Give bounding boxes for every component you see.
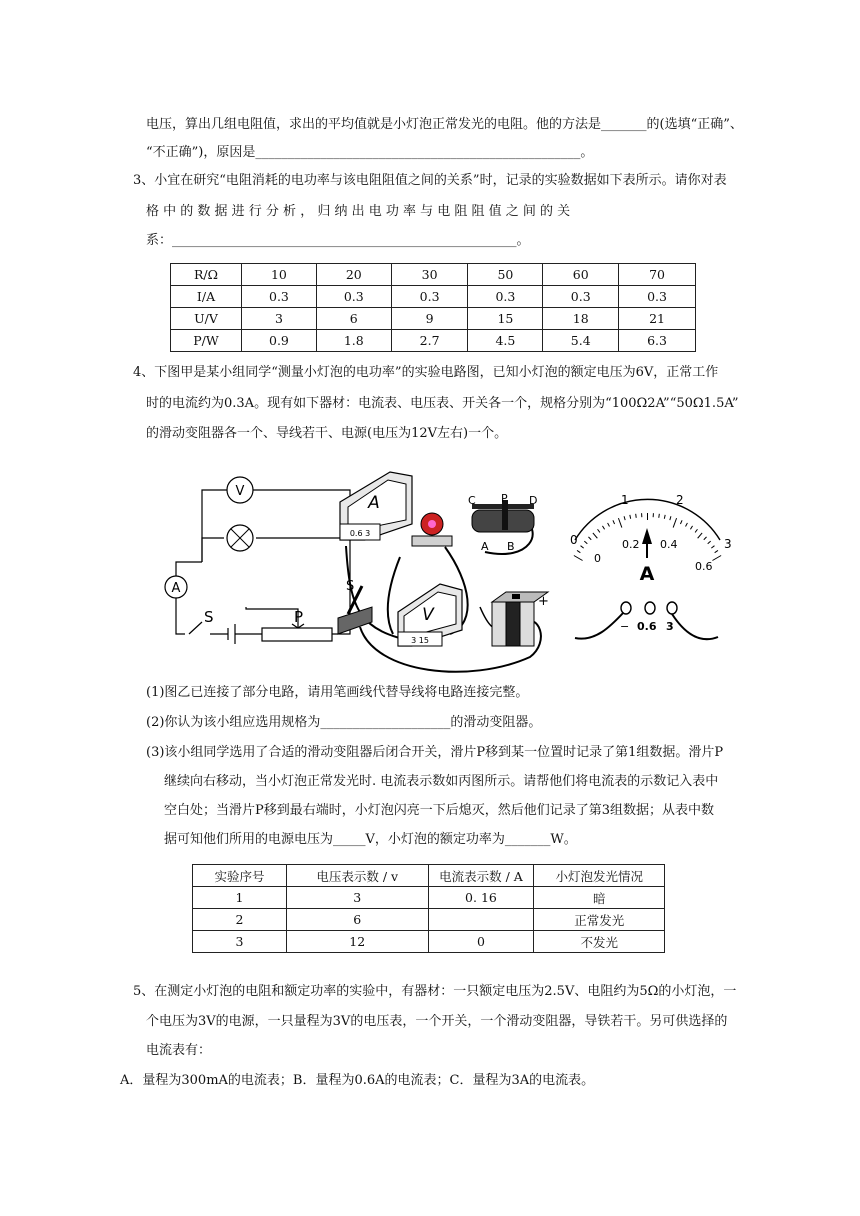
schematic-switch-label: S <box>204 608 214 626</box>
dial-tick <box>659 514 660 518</box>
dial-tick <box>664 515 665 519</box>
table-cell: 0 <box>428 931 534 953</box>
table-cell: 30 <box>391 264 468 286</box>
dial-tick <box>577 550 580 552</box>
table-cell: 0.3 <box>316 286 391 308</box>
battery-plus-label: + <box>538 594 549 609</box>
table-cell: 0.3 <box>242 286 317 308</box>
table-row <box>171 308 696 330</box>
table-cell: 不发光 <box>534 931 665 953</box>
question-4-sub3: 据可知他们所用的电源电压为_____V，小灯泡的额定功率为_______W。 <box>164 832 577 847</box>
dial-tick <box>673 518 676 527</box>
table-cell: 1.8 <box>316 330 391 352</box>
dial-tick <box>574 556 583 561</box>
table-cell: I/A <box>171 286 242 308</box>
table-cell: 9 <box>391 308 468 330</box>
experiment-table <box>192 864 665 953</box>
question-5-text: 个电压为3V的电源，一只量程为3V的电压表，一个开关，一个滑动变阻器，导铁若干。另可供选择的 <box>146 1014 728 1029</box>
schematic-rheostat-label: P <box>294 608 304 626</box>
question-3-text: 格 中 的 数 据 进 行 分 析 ， 归 纳 出 电 功 率 与 电 阻 阻 值 之 间 的 关 <box>146 204 571 219</box>
table-cell: 电压表示数 / v <box>287 865 428 887</box>
question-4-text: 4、下图甲是某小组同学“测量小灯泡的电功率”的实验电路图，已知小灯泡的额定电压为6V，正常工作 <box>133 365 719 380</box>
dial-top-tick-0: 0 <box>570 533 578 547</box>
circuit-schematic <box>176 490 350 644</box>
rheostat-terminal-p: P <box>501 492 508 505</box>
dial-terminal-minus: − <box>620 620 630 633</box>
table-row <box>193 865 665 887</box>
dial-tick <box>711 546 714 548</box>
table-cell: P/W <box>171 330 242 352</box>
table-cell: 21 <box>619 308 696 330</box>
dial-tick <box>581 546 584 548</box>
dial-tick <box>680 520 682 524</box>
schematic-voltmeter-label: V <box>235 484 245 499</box>
dial-tick <box>613 520 615 524</box>
dial-bottom-tick-0: 0 <box>594 552 601 565</box>
rheostat-terminal-a: A <box>481 540 489 553</box>
table-cell: 20 <box>316 264 391 286</box>
dial-unit-label: A <box>639 563 655 585</box>
question-3-text: 3、小宜在研究“电阻消耗的电功率与该电阻阻值之间的关系”时，记录的实验数据如下表所示。请你对表 <box>133 173 727 188</box>
dial-tick <box>686 523 688 527</box>
table-cell: 0.3 <box>619 286 696 308</box>
table-cell: 0.9 <box>242 330 317 352</box>
dial-top-tick-3: 3 <box>724 537 732 551</box>
dial-bottom-tick-1: 0.2 <box>622 538 640 551</box>
dial-bottom-tick-3: 0.6 <box>695 560 713 573</box>
table-cell: 6.3 <box>619 330 696 352</box>
question-4-sub3: (3)该小组同学选用了合适的滑动变阻器后闭合开关，滑片P移到某一位置时记录了第1组数据。滑片P <box>146 745 724 760</box>
dial-tick <box>690 526 692 529</box>
table-row <box>193 909 665 931</box>
table-cell: 3 <box>193 931 287 953</box>
dial-tick <box>584 541 587 544</box>
dial-tick <box>624 516 625 520</box>
dial-tick <box>670 516 671 520</box>
question-4-sub1: (1)图乙已连接了部分电路，请用笔画线代替导线将电路连接完整。 <box>146 685 529 700</box>
dial-tick <box>698 533 702 538</box>
table-cell: 电流表示数 / A <box>428 865 534 887</box>
dial-tick <box>712 556 721 561</box>
dial-tick <box>704 537 707 540</box>
question-4-sub3: 继续向右移动，当小灯泡正常发光时. 电流表示数如丙图所示。请帮他们将电流表的示数记入表中 <box>164 774 719 789</box>
table-cell: 0.3 <box>468 286 543 308</box>
question-5-options: A．量程为300mA的电流表；B．量程为0.6A的电流表；C．量程为3A的电流表。 <box>120 1073 595 1088</box>
rheostat-terminal-d: D <box>529 494 538 507</box>
question-3-text: 系：_____________________________________________________。 <box>146 233 530 248</box>
table-cell: 5.4 <box>543 330 619 352</box>
dial-tick <box>695 529 697 532</box>
dial-terminal-0.6: 0.6 <box>637 620 657 633</box>
table-cell: 小灯泡发光情况 <box>534 865 665 887</box>
ammeter-dial <box>570 493 732 639</box>
table-cell: 0.3 <box>543 286 619 308</box>
table-cell: 3 <box>287 887 428 909</box>
dial-top-tick-1: 1 <box>621 493 629 507</box>
dial-tick <box>708 541 711 544</box>
table-cell: U/V <box>171 308 242 330</box>
circuit-photo <box>338 472 549 672</box>
photo-ammeter-scale: 0.6 3 <box>349 529 371 538</box>
table-cell <box>428 909 534 931</box>
question-4-text: 的滑动变阻器各一个、导线若干、电源(电压为12V左右)一个。 <box>146 426 508 441</box>
table-cell: 正常发光 <box>534 909 665 931</box>
paragraph-line: “不正确”)，原因是__________________________________________________。 <box>146 145 594 160</box>
table-cell: 50 <box>468 264 543 286</box>
dial-tick <box>608 523 610 527</box>
table-cell: 6 <box>287 909 428 931</box>
question-4-sub2: (2)你认为该小组应选用规格为____________________的滑动变阻器。 <box>146 715 542 730</box>
dial-tick <box>588 537 591 540</box>
dial-tick <box>618 518 621 527</box>
question-4-text: 时的电流约为0.3A。现有如下器材：电流表、电压表、开关各一个，规格分别为“100Ω2A”“50Ω1.5A” <box>146 396 739 411</box>
question-5-text: 电流表有： <box>146 1043 212 1058</box>
table-row <box>171 264 696 286</box>
schematic-ammeter-label: A <box>171 581 181 596</box>
table-row <box>171 286 696 308</box>
photo-voltmeter-label: V <box>422 605 434 625</box>
table-cell: 实验序号 <box>193 865 287 887</box>
photo-switch-label: S <box>346 579 355 594</box>
photo-ammeter-label: A <box>368 493 380 513</box>
dial-terminal-3: 3 <box>666 620 674 633</box>
question-5-text: 5、在测定小灯泡的电阻和额定功率的实验中，有器材：一只额定电压为2.5V、电阻约为5Ω的小灯泡，一 <box>133 984 737 999</box>
dial-tick <box>630 515 631 519</box>
table-cell: 12 <box>287 931 428 953</box>
dial-tick <box>602 526 604 529</box>
table-cell: 3 <box>242 308 317 330</box>
table-row <box>193 931 665 953</box>
resistance-power-table <box>170 263 696 352</box>
dial-tick <box>593 533 597 538</box>
table-cell: 4.5 <box>468 330 543 352</box>
photo-voltmeter-scale: 3 15 <box>411 636 429 645</box>
rheostat-terminal-c: C <box>468 494 476 507</box>
table-cell: 2.7 <box>391 330 468 352</box>
table-cell: 暗 <box>534 887 665 909</box>
circuit-figure <box>150 462 750 684</box>
table-cell: 0.3 <box>391 286 468 308</box>
table-cell: 60 <box>543 264 619 286</box>
dial-top-tick-2: 2 <box>676 493 684 507</box>
dial-bottom-tick-2: 0.4 <box>660 538 678 551</box>
dial-tick <box>598 529 600 532</box>
table-cell: 6 <box>316 308 391 330</box>
table-cell: R/Ω <box>171 264 242 286</box>
table-cell: 10 <box>242 264 317 286</box>
table-cell: 15 <box>468 308 543 330</box>
table-row <box>171 330 696 352</box>
paragraph-line: 电压，算出几组电阻值，求出的平均值就是小灯泡正常发光的电阻。他的方法是_______的(选填“正确”、 <box>146 117 743 132</box>
table-cell: 70 <box>619 264 696 286</box>
table-cell: 18 <box>543 308 619 330</box>
table-row <box>193 887 665 909</box>
rheostat-terminal-b: B <box>507 540 515 553</box>
table-cell: 2 <box>193 909 287 931</box>
question-4-sub3: 空白处；当滑片P移到最右端时，小灯泡闪亮一下后熄灭，然后他们记录了第3组数据；从表中数 <box>164 803 715 818</box>
dial-tick <box>715 550 718 552</box>
table-cell: 0. 16 <box>428 887 534 909</box>
table-cell: 1 <box>193 887 287 909</box>
dial-tick <box>636 514 637 518</box>
